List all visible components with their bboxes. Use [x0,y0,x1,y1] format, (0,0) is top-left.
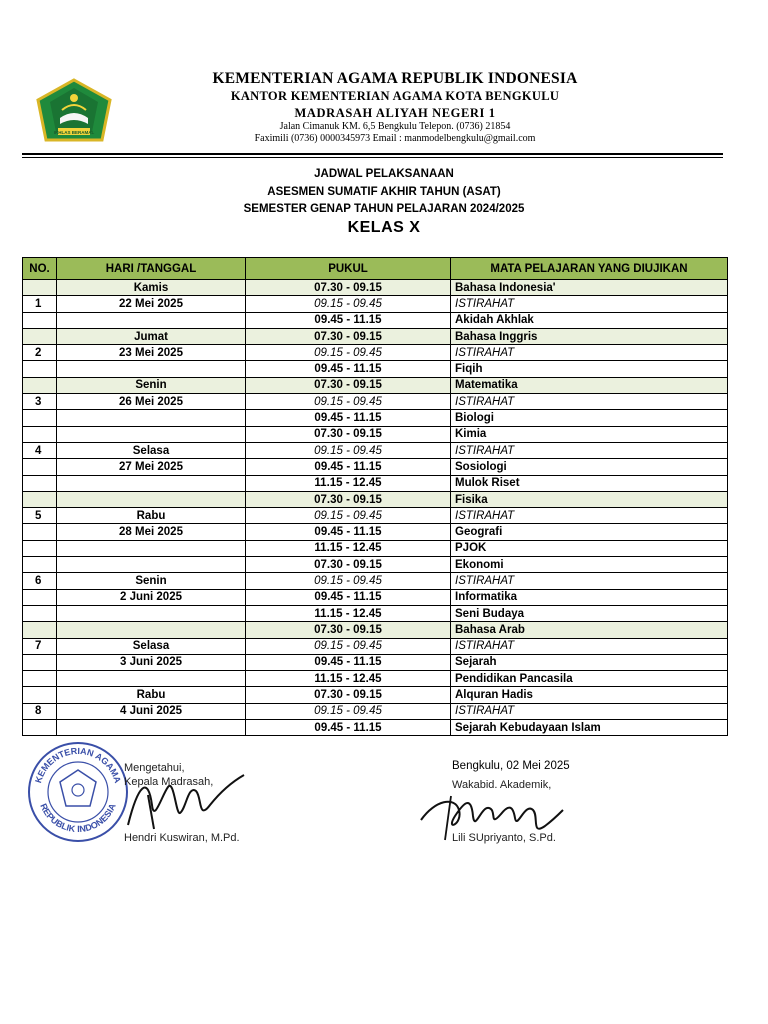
row-day-date [57,605,246,621]
row-time: 09.45 - 11.15 [246,720,451,736]
left-signature-name: Hendri Kuswiran, M.Pd. [124,832,240,844]
stamp-bottom-text: REPUBLIK INDONESIA [38,801,118,835]
table-row [23,540,728,556]
row-subject: Biologi [451,410,728,426]
row-number: 2 [23,345,57,361]
row-day-date [57,312,246,328]
doc-title-line3: SEMESTER GENAP TAHUN PELAJARAN 2024/2025 [243,203,525,215]
row-day-date: Kamis [57,280,246,296]
table-row [23,328,728,344]
row-day-date: 27 Mei 2025 [57,459,246,475]
row-subject: Alquran Hadis [451,687,728,703]
row-number: 6 [23,573,57,589]
row-time: 07.30 - 09.15 [246,622,451,638]
table-row [23,622,728,638]
stamp-top-text: KEMENTERIAN AGAMA [33,745,123,785]
row-day-date: 22 Mei 2025 [57,296,246,312]
row-time: 09.15 - 09.45 [246,345,451,361]
row-time: 09.45 - 11.15 [246,361,451,377]
row-number [23,524,57,540]
row-number [23,654,57,670]
row-subject: Fisika [451,491,728,507]
row-number [23,328,57,344]
table-row [23,491,728,507]
table-row [23,654,728,670]
row-number [23,426,57,442]
row-subject: ISTIRAHAT [451,703,728,719]
left-handwritten-signature [118,765,248,837]
row-time: 09.45 - 11.15 [246,312,451,328]
row-subject: Pendidikan Pancasila [451,671,728,687]
row-day-date [57,557,246,573]
row-day-date [57,475,246,491]
table-row [23,573,728,589]
table-row [23,312,728,328]
row-time: 09.15 - 09.45 [246,296,451,312]
letterhead-divider-thin [22,157,723,158]
row-subject: Bahasa Arab [451,622,728,638]
row-subject: Sejarah Kebudayaan Islam [451,720,728,736]
row-day-date: Jumat [57,328,246,344]
table-row [23,459,728,475]
row-subject: Akidah Akhlak [451,312,728,328]
row-number [23,605,57,621]
row-time: 07.30 - 09.15 [246,557,451,573]
table-row [23,345,728,361]
row-day-date [57,491,246,507]
row-number [23,312,57,328]
header-day-date: HARI /TANGGAL [57,258,246,280]
row-time: 09.45 - 11.15 [246,459,451,475]
row-time: 09.15 - 09.45 [246,508,451,524]
row-day-date [57,720,246,736]
row-subject: Geografi [451,524,728,540]
row-subject: Fiqih [451,361,728,377]
doc-title-line2: ASESMEN SUMATIF AKHIR TAHUN (ASAT) [267,186,501,198]
row-time: 09.45 - 11.15 [246,410,451,426]
row-time: 07.30 - 09.15 [246,491,451,507]
row-subject: Sosiologi [451,459,728,475]
table-row [23,442,728,458]
right-signature-role: Wakabid. Akademik, [452,779,552,791]
row-day-date [57,426,246,442]
table-row [23,589,728,605]
row-time: 09.15 - 09.45 [246,573,451,589]
row-subject: Bahasa Indonesia' [451,280,728,296]
header-no: NO. [23,258,57,280]
row-subject: Mulok Riset [451,475,728,491]
header-time: PUKUL [246,258,451,280]
row-day-date: Selasa [57,638,246,654]
row-number [23,491,57,507]
table-row [23,280,728,296]
row-time: 07.30 - 09.15 [246,426,451,442]
table-row [23,508,728,524]
row-day-date: 2 Juni 2025 [57,589,246,605]
row-time: 07.30 - 09.15 [246,328,451,344]
row-subject: Ekonomi [451,557,728,573]
official-stamp [26,740,130,844]
row-number [23,361,57,377]
row-day-date: 28 Mei 2025 [57,524,246,540]
row-subject: ISTIRAHAT [451,296,728,312]
table-header-row [23,258,728,280]
letterhead-divider-thick [22,153,723,155]
row-day-date: Rabu [57,508,246,524]
row-day-date: 26 Mei 2025 [57,394,246,410]
row-day-date [57,361,246,377]
row-time: 07.30 - 09.15 [246,377,451,393]
ministry-logo [36,78,112,146]
row-subject: ISTIRAHAT [451,442,728,458]
schedule-table [22,257,728,736]
row-number [23,280,57,296]
right-handwritten-signature [415,786,565,846]
logo-banner-text: IKHLAS BERAMAL [53,130,95,135]
row-number: 4 [23,442,57,458]
row-number [23,622,57,638]
row-number: 1 [23,296,57,312]
row-subject: Informatika [451,589,728,605]
row-subject: Matematika [451,377,728,393]
table-row [23,410,728,426]
right-signature-name: Lili SUpriyanto, S.Pd. [452,832,556,844]
row-day-date: 4 Juni 2025 [57,703,246,719]
letterhead-address: Jalan Cimanuk KM. 6,5 Bengkulu Telepon. (0736) 21854 [279,121,511,132]
row-day-date: Senin [57,573,246,589]
row-day-date: Selasa [57,442,246,458]
row-time: 07.30 - 09.15 [246,687,451,703]
row-day-date: 23 Mei 2025 [57,345,246,361]
row-subject: Bahasa Inggris [451,328,728,344]
row-number [23,459,57,475]
row-subject: ISTIRAHAT [451,508,728,524]
doc-title-line1: JADWAL PELAKSANAAN [314,168,454,180]
header-subject: MATA PELAJARAN YANG DIUJIKAN [451,258,728,280]
row-number [23,720,57,736]
table-row [23,394,728,410]
row-number [23,377,57,393]
row-time: 11.15 - 12.45 [246,671,451,687]
row-number [23,589,57,605]
row-number: 5 [23,508,57,524]
row-number: 3 [23,394,57,410]
row-number [23,475,57,491]
table-row [23,557,728,573]
table-row [23,720,728,736]
row-number: 7 [23,638,57,654]
row-number [23,410,57,426]
row-subject: ISTIRAHAT [451,345,728,361]
row-time: 09.45 - 11.15 [246,589,451,605]
row-number [23,540,57,556]
row-day-date: Senin [57,377,246,393]
row-subject: ISTIRAHAT [451,394,728,410]
table-row [23,377,728,393]
row-number: 8 [23,703,57,719]
doc-title-class: KELAS X [347,219,421,236]
row-day-date [57,622,246,638]
table-row [23,524,728,540]
row-time: 09.15 - 09.45 [246,442,451,458]
row-subject: Sejarah [451,654,728,670]
row-time: 09.15 - 09.45 [246,638,451,654]
row-time: 09.45 - 11.15 [246,524,451,540]
row-day-date [57,540,246,556]
letterhead-school: MADRASAH ALIYAH NEGERI 1 [294,106,496,120]
table-row [23,703,728,719]
row-subject: Kimia [451,426,728,442]
letterhead-office: KANTOR KEMENTERIAN AGAMA KOTA BENGKULU [230,89,560,103]
row-time: 11.15 - 12.45 [246,540,451,556]
right-place-date: Bengkulu, 02 Mei 2025 [452,760,570,772]
row-time: 07.30 - 09.15 [246,280,451,296]
table-row [23,296,728,312]
row-day-date: Rabu [57,687,246,703]
row-subject: PJOK [451,540,728,556]
table-row [23,687,728,703]
row-subject: ISTIRAHAT [451,638,728,654]
letterhead-ministry: KEMENTERIAN AGAMA REPUBLIK INDONESIA [212,70,578,87]
left-signature-role: Kepala Madrasah, [124,776,214,788]
row-number [23,671,57,687]
row-subject: ISTIRAHAT [451,573,728,589]
table-row [23,361,728,377]
schedule-body [23,280,728,736]
row-time: 09.15 - 09.45 [246,394,451,410]
left-signature-label: Mengetahui, [124,762,185,774]
table-row [23,475,728,491]
row-subject: Seni Budaya [451,605,728,621]
letterhead-contact: Faximili (0736) 0000345973 Email : manmodelbengkulu@gmail.com [254,133,536,144]
row-day-date: 3 Juni 2025 [57,654,246,670]
table-row [23,426,728,442]
row-time: 11.15 - 12.45 [246,605,451,621]
row-time: 09.45 - 11.15 [246,654,451,670]
row-day-date [57,410,246,426]
table-row [23,605,728,621]
row-number [23,557,57,573]
table-row [23,638,728,654]
row-number [23,687,57,703]
row-time: 11.15 - 12.45 [246,475,451,491]
table-row [23,671,728,687]
row-day-date [57,671,246,687]
row-time: 09.15 - 09.45 [246,703,451,719]
